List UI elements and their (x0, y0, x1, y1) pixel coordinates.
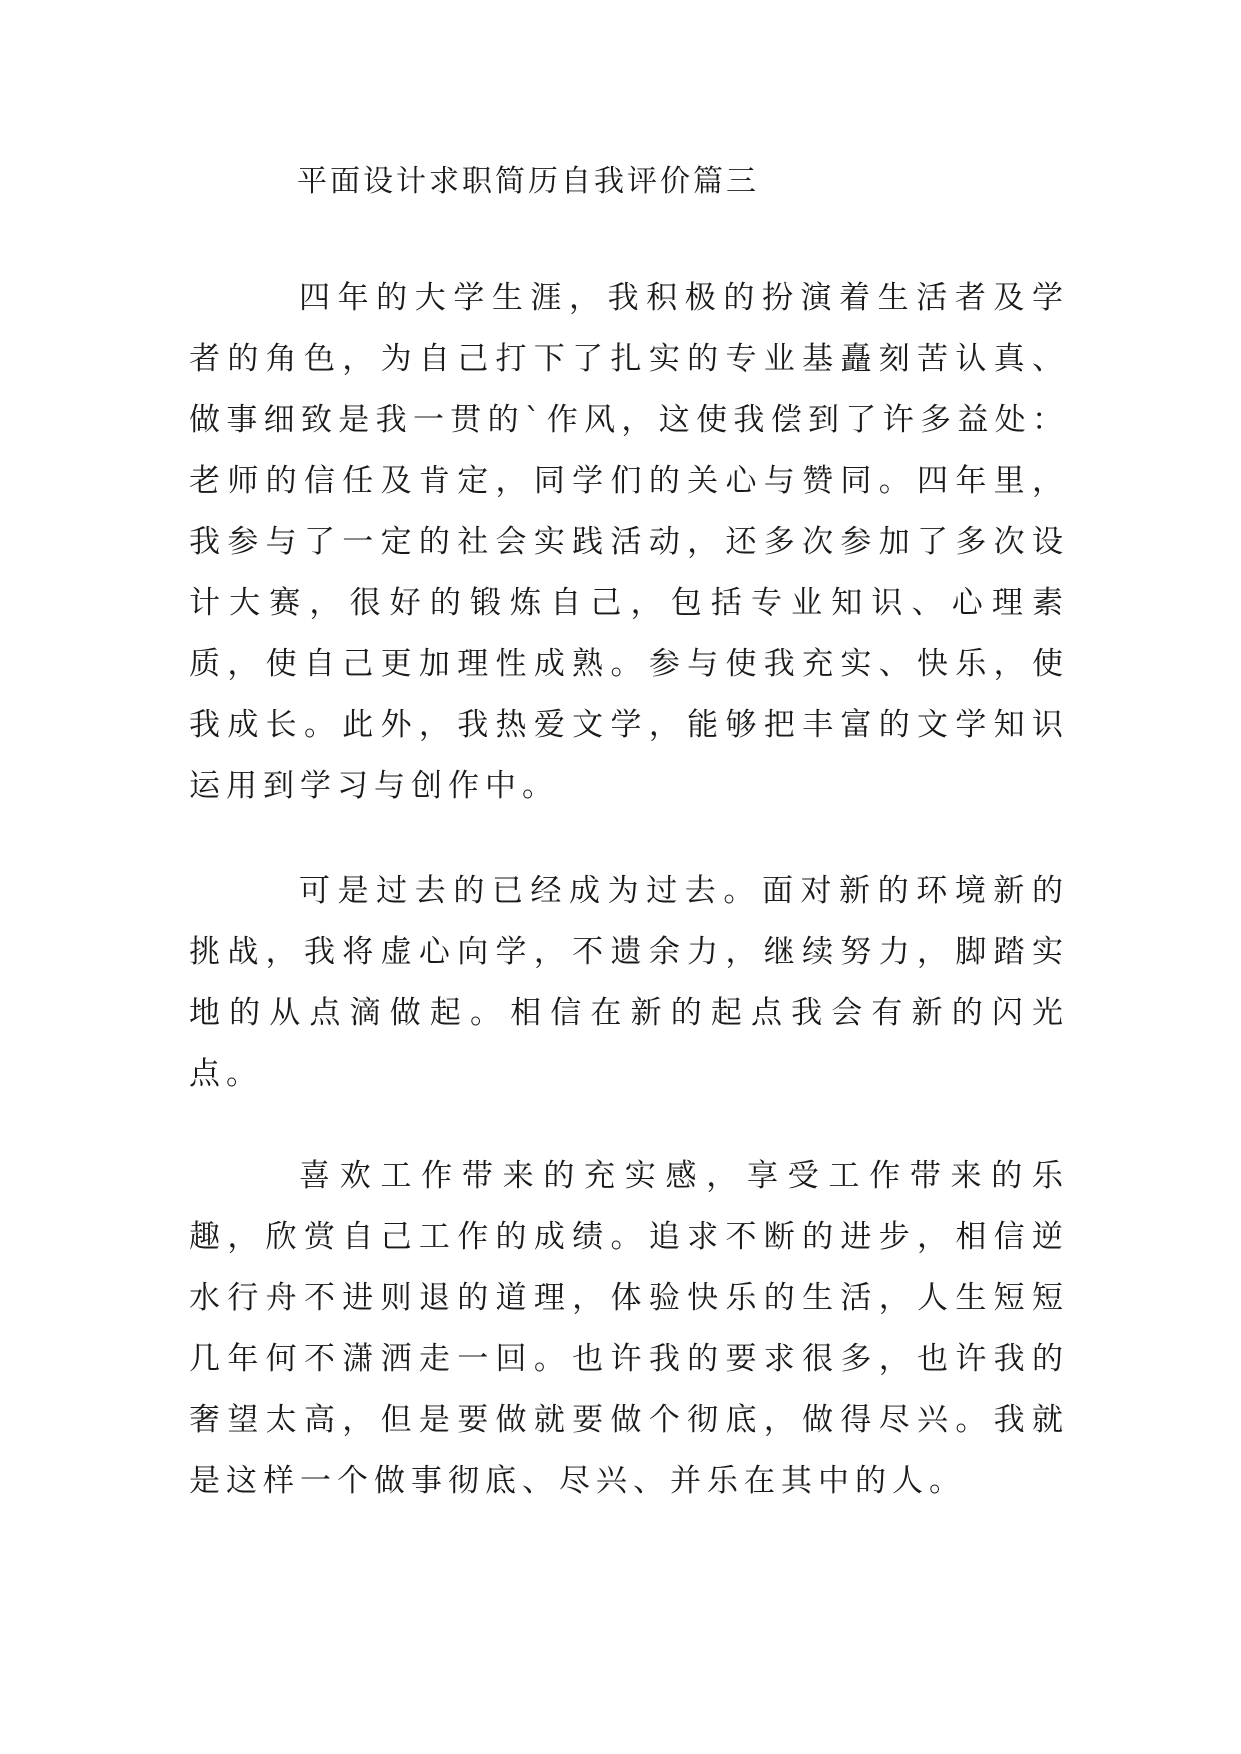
paragraph-new-challenges: 可是过去的已经成为过去。面对新的环境新的挑战，我将虚心向学，不遗余力，继续努力，脚踏实地的从点滴做起。相信在新的起点我会有新的闪光点。 (189, 873, 1069, 1092)
document-title: 平面设计求职简历自我评价篇三 (297, 164, 759, 199)
paragraph-work-attitude: 喜欢工作带来的充实感，享受工作带来的乐趣，欣赏自己工作的成绩。追求不断的进步，相信逆水行舟不进则退的道理，体验快乐的生活，人生短短几年何不潇洒走一回。也许我的要求很多，也许我的奢望太高，但是要做就要做个彻底，做得尽兴。我就是这样一个做事彻底、尽兴、并乐在其中的人。 (189, 1158, 1069, 1499)
paragraph-university-life: 四年的大学生涯，我积极的扮演着生活者及学者的角色，为自己打下了扎实的专业基矗刻苦认真、做事细致是我一贯的`作风，这使我偿到了许多益处：老师的信任及肯定，同学们的关心与赞同。四年里，我参与了一定的社会实践活动，还多次参加了多次设计大赛，很好的锻炼自己，包括专业知识、心理素质，使自己更加理性成熟。参与使我充实、快乐，使我成长。此外，我热爱文学，能够把丰富的文学知识运用到学习与创作中。 (189, 280, 1069, 804)
